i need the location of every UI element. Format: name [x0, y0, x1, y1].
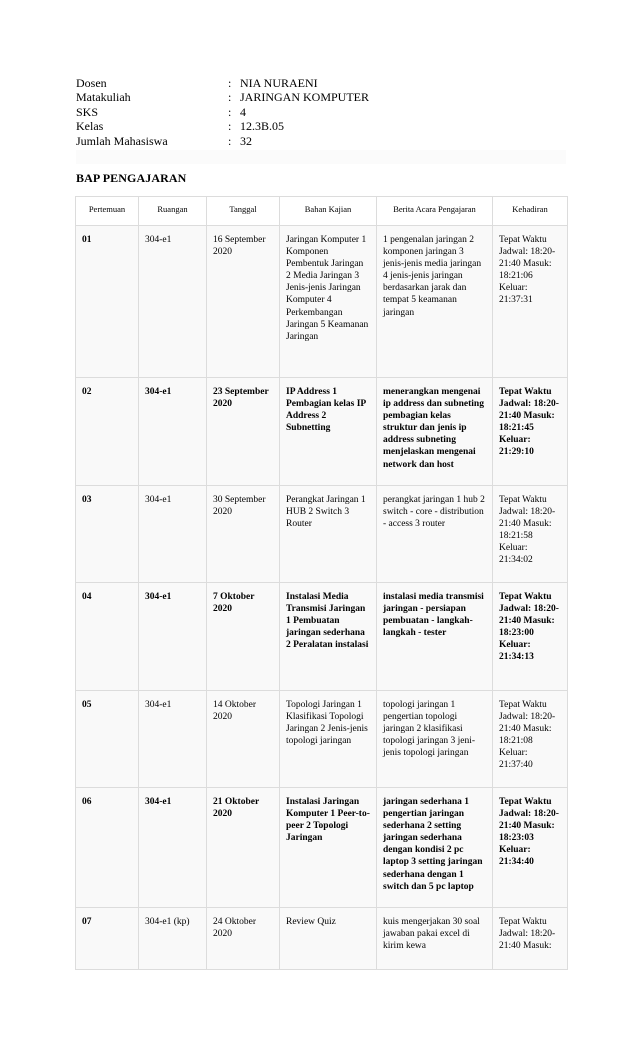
ruangan-cell: 304-e1: [139, 378, 207, 486]
kehadiran-cell: Tepat Waktu Jadwal: 18:20-21:40 Masuk: 18:21:58 Keluar: 21:34:02: [493, 486, 568, 583]
tanggal-cell: 16 September 2020: [207, 226, 280, 378]
ruangan-cell: 304-e1: [139, 226, 207, 378]
berita-acara-cell: menerangkan mengenai ip address dan subneting pembagian kelas struktur dan jenis ip address subneting menjelaskan mengenai network dan host: [377, 378, 493, 486]
ruangan-cell: 304-e1: [139, 583, 207, 691]
bahan-kajian-cell: IP Address 1 Pembagian kelas IP Address 2 Subnetting: [280, 378, 377, 486]
info-sep: :: [228, 90, 232, 105]
table-row: [76, 486, 568, 583]
kehadiran-cell: Tepat Waktu Jadwal: 18:20-21:40 Masuk:: [493, 908, 568, 970]
kehadiran-cell: Tepat Waktu Jadwal: 18:20-21:40 Masuk: 18:21:06 Keluar: 21:37:31: [493, 226, 568, 378]
berita-acara-cell: perangkat jaringan 1 hub 2 switch - core - distribution - access 3 router: [377, 486, 493, 583]
column-header: Tanggal: [207, 197, 280, 226]
info-row: [76, 119, 369, 133]
header-row: [76, 197, 568, 226]
kehadiran-cell: Tepat Waktu Jadwal: 18:20-21:40 Masuk: 18:21:45 Keluar: 21:29:10: [493, 378, 568, 486]
pertemuan-cell: 06: [76, 788, 139, 908]
column-header: Pertemuan: [76, 197, 139, 226]
bahan-kajian-cell: Review Quiz: [280, 908, 377, 970]
tanggal-cell: 24 Oktober 2020: [207, 908, 280, 970]
column-header: Kehadiran: [493, 197, 568, 226]
berita-acara-cell: kuis mengerjakan 30 soal jawaban pakai excel di kirim kewa: [377, 908, 493, 970]
column-header: Bahan Kajian: [280, 197, 377, 226]
pertemuan-cell: 04: [76, 583, 139, 691]
info-sep: :: [228, 76, 232, 90]
info-sep: :: [228, 119, 232, 134]
bahan-kajian-cell: Jaringan Komputer 1 Komponen Pembentuk Jaringan 2 Media Jaringan 3 Jenis-jenis Jaringan Komputer 4 Perkembangan Jaringan 5 Keamanan Jaringan: [280, 226, 377, 378]
info-row: [76, 105, 369, 119]
tanggal-cell: 30 September 2020: [207, 486, 280, 583]
ruangan-cell: 304-e1: [139, 486, 207, 583]
kehadiran-cell: Tepat Waktu Jadwal: 18:20-21:40 Masuk: 18:23:00 Keluar: 21:34:13: [493, 583, 568, 691]
kehadiran-cell: Tepat Waktu Jadwal: 18:20-21:40 Masuk: 18:23:03 Keluar: 21:34:40: [493, 788, 568, 908]
info-label: Matakuliah: [76, 90, 131, 105]
bahan-kajian-cell: Perangkat Jaringan 1 HUB 2 Switch 3 Router: [280, 486, 377, 583]
info-label: Kelas: [76, 119, 104, 134]
info-row: [76, 76, 369, 90]
pertemuan-cell: 07: [76, 908, 139, 970]
kehadiran-cell: Tepat Waktu Jadwal: 18:20-21:40 Masuk: 18:21:08 Keluar: 21:37:40: [493, 691, 568, 788]
pertemuan-cell: 03: [76, 486, 139, 583]
info-sep: :: [228, 104, 232, 119]
table-row: [76, 583, 568, 691]
info-value: NIA NURAENI: [240, 76, 318, 90]
info-value: 32: [240, 133, 252, 148]
info-label: SKS: [76, 104, 99, 119]
column-header: Ruangan: [139, 197, 207, 226]
info-row: [76, 134, 369, 148]
pertemuan-cell: 02: [76, 378, 139, 486]
berita-acara-cell: jaringan sederhana 1 pengertian jaringan sederhana 2 setting jaringan sederhana dengan kondisi 2 pc laptop 3 setting jaringan sederhana dengan 1 switch dan 5 pc laptop: [377, 788, 493, 908]
bahan-kajian-cell: Topologi Jaringan 1 Klasifikasi Topologi Jaringan 2 Jenis-jenis topologi jaringan: [280, 691, 377, 788]
header-shade: [76, 150, 566, 164]
ruangan-cell: 304-e1: [139, 691, 207, 788]
tanggal-cell: 14 Oktober 2020: [207, 691, 280, 788]
table-row: [76, 691, 568, 788]
info-sep: :: [228, 133, 232, 148]
table-body: [76, 226, 568, 970]
berita-acara-cell: instalasi media transmisi jaringan - persiapan pembuatan - langkah-langkah - tester: [377, 583, 493, 691]
info-label: Dosen: [76, 76, 107, 90]
bap-table: [75, 196, 568, 970]
info-label: Jumlah Mahasiswa: [76, 133, 168, 148]
info-row: [76, 90, 369, 104]
table-row: [76, 908, 568, 970]
berita-acara-cell: topologi jaringan 1 pengertian topologi jaringan 2 klasifikasi topologi jaringan 3 jeni-jenis topologi jaringan: [377, 691, 493, 788]
table-row: [76, 788, 568, 908]
info-value: 4: [240, 104, 246, 119]
ruangan-cell: 304-e1: [139, 788, 207, 908]
table-row: [76, 378, 568, 486]
berita-acara-cell: 1 pengenalan jaringan 2 komponen jaringan 3 jenis-jenis media jaringan 4 jenis-jenis jaringan berdasarkan jarak dan tempat 5 keamanan jaringan: [377, 226, 493, 378]
table-row: [76, 226, 568, 378]
course-info: [76, 76, 369, 148]
section-title: BAP PENGAJARAN: [76, 171, 187, 185]
tanggal-cell: 21 Oktober 2020: [207, 788, 280, 908]
ruangan-cell: 304-e1 (kp): [139, 908, 207, 970]
info-value: 12.3B.05: [240, 119, 285, 134]
bahan-kajian-cell: Instalasi Media Transmisi Jaringan 1 Pembuatan jaringan sederhana 2 Peralatan instalasi: [280, 583, 377, 691]
tanggal-cell: 23 September 2020: [207, 378, 280, 486]
info-value: JARINGAN KOMPUTER: [240, 90, 370, 105]
tanggal-cell: 7 Oktober 2020: [207, 583, 280, 691]
pertemuan-cell: 01: [76, 226, 139, 378]
bahan-kajian-cell: Instalasi Jaringan Komputer 1 Peer-to-peer 2 Topologi Jaringan: [280, 788, 377, 908]
column-header: Berita Acara Pengajaran: [377, 197, 493, 226]
table-head: [76, 197, 568, 226]
pertemuan-cell: 05: [76, 691, 139, 788]
